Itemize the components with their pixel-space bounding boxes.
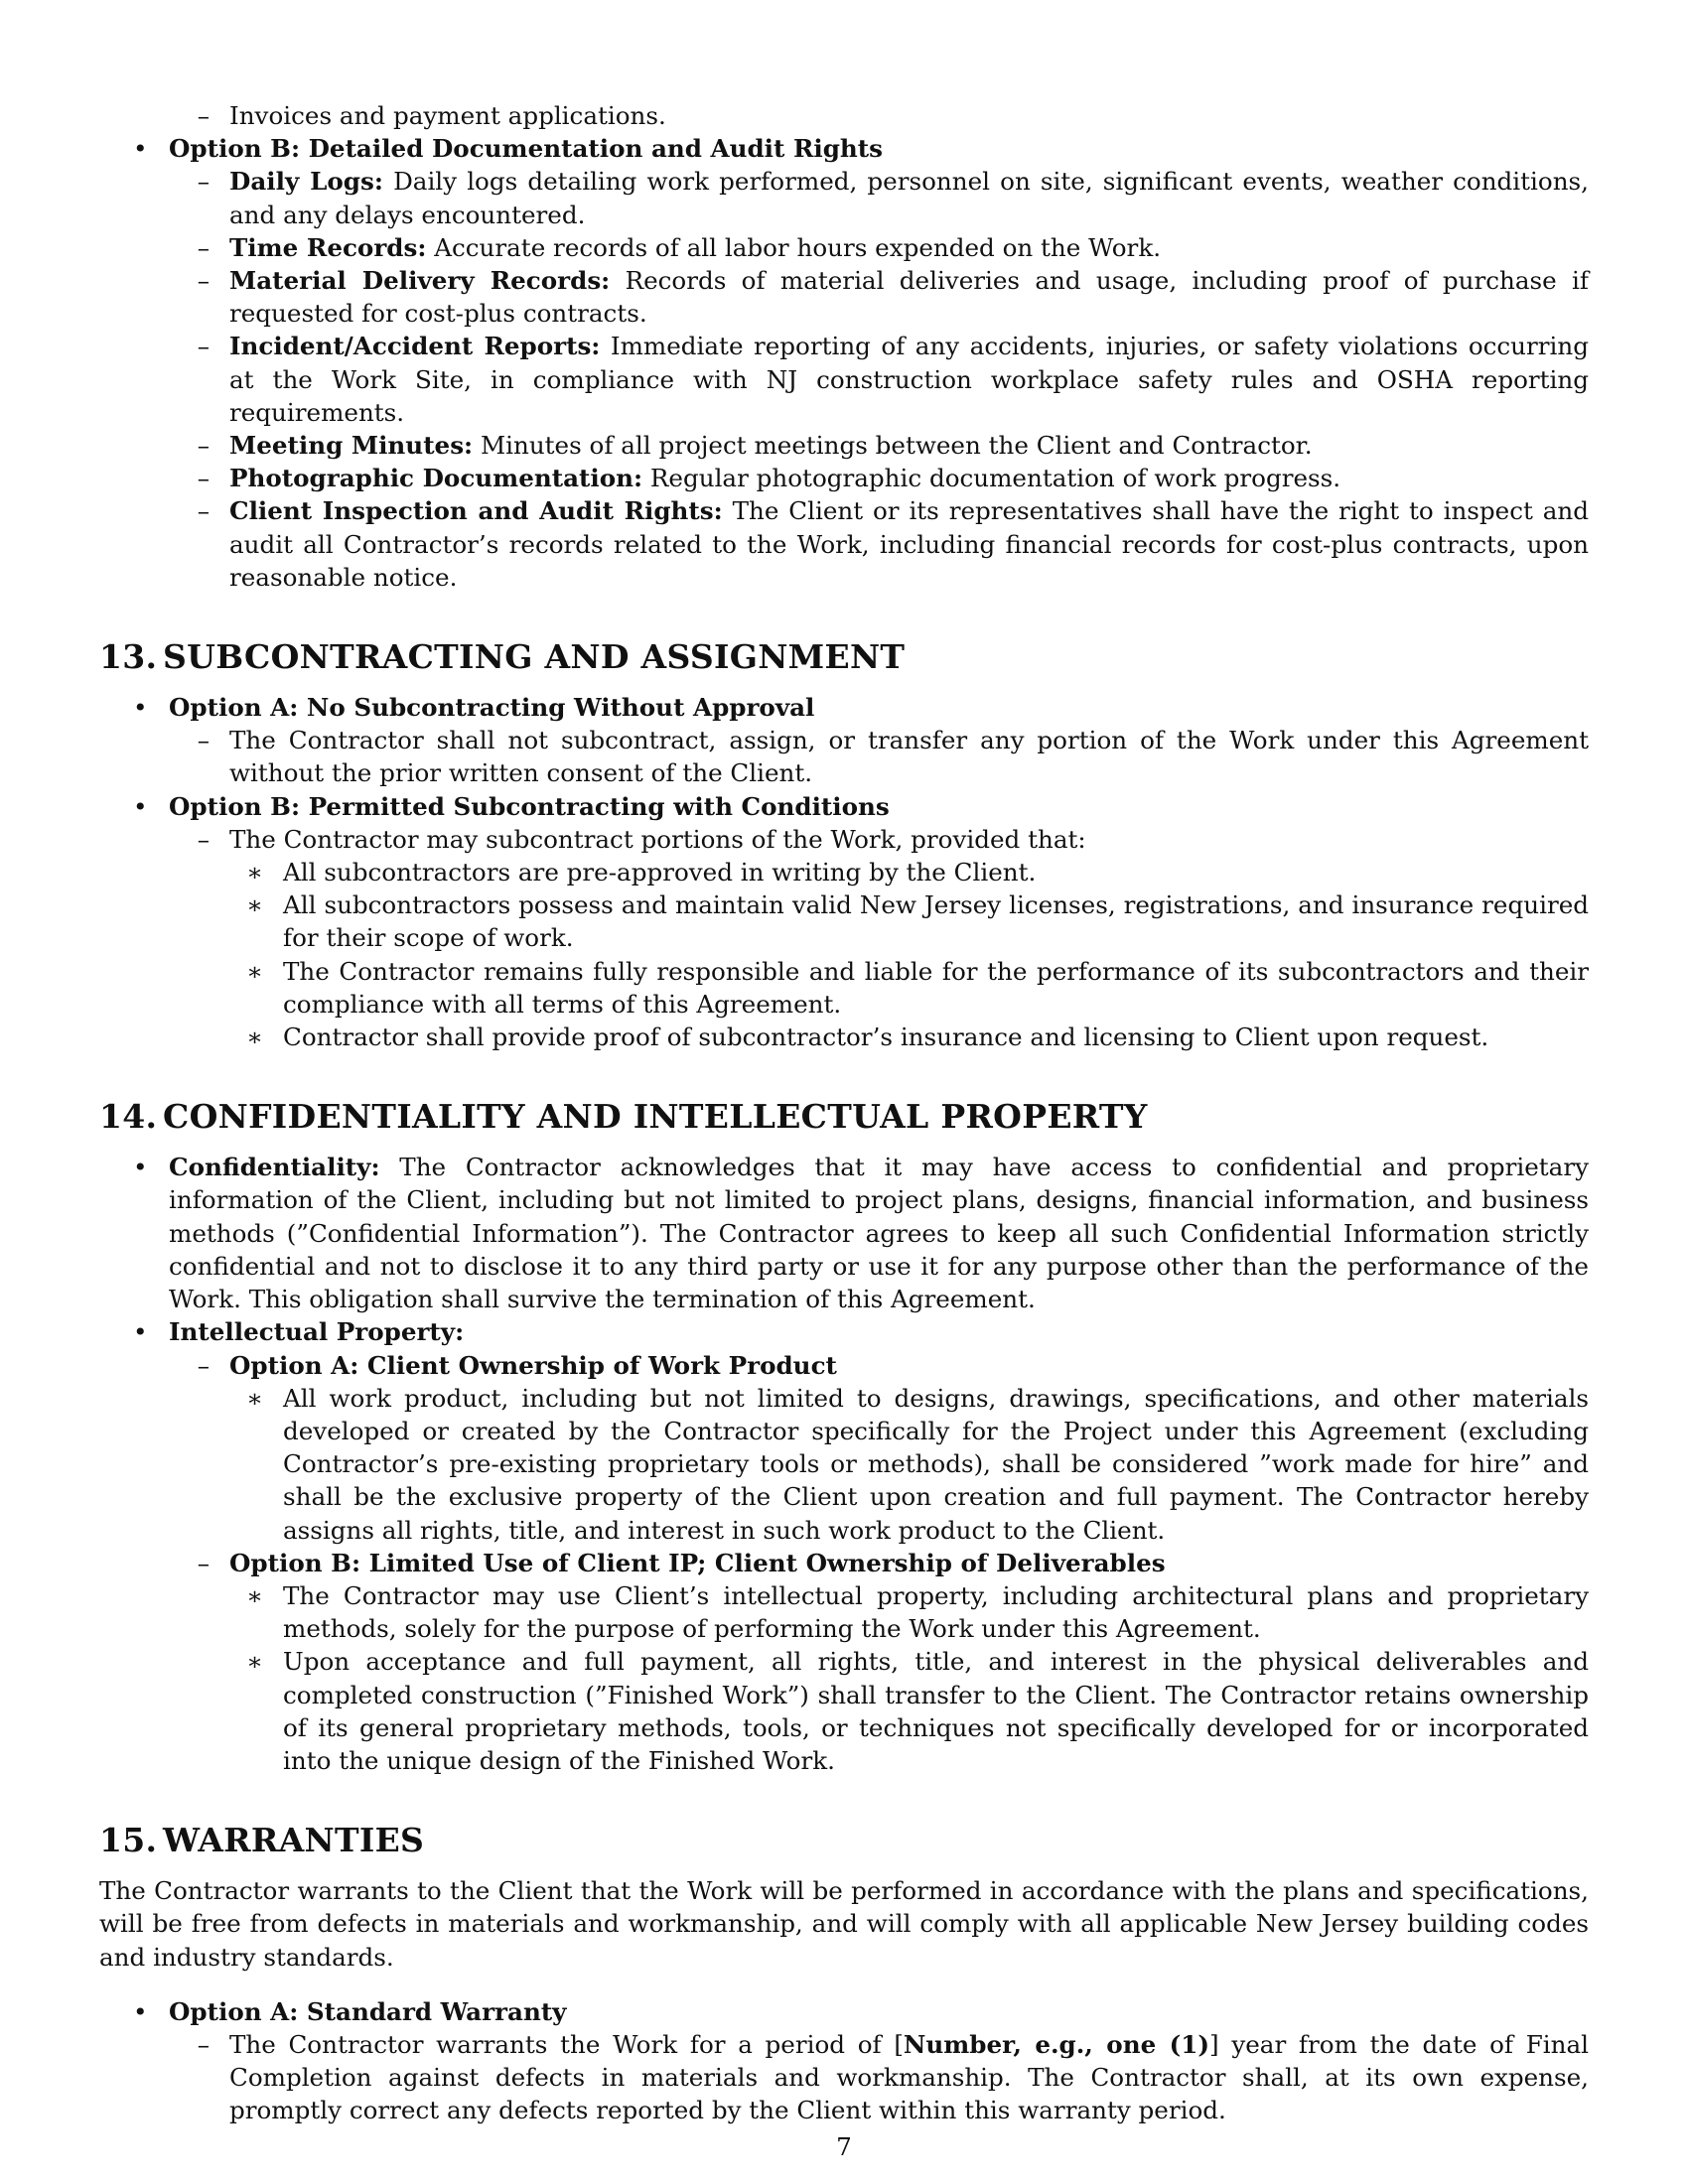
sec15-list [99,1995,1589,2127]
option-title: Option A: Standard Warranty [169,1996,567,2026]
ip-option-b: – Option B: Limited Use of Client IP; Client Ownership of Deliverables ∗ The Contractor may use Client’s intellectual property, including architectural plans and proprietary methods, solely for the purpose of performing the Work under this Agreement. ∗ Upon acceptance and full payment, all rights, title, and interest in the physical deliverables and completed construction (”Finished Work”) shall transfer to the Client. The Contractor retains ownership of its general proprietary methods, tools, or techniques not specifically developed for or incorporated into the unique design of the Finished Work. [169,1547,1589,1777]
intellectual-property-item: • Intellectual Property: – Option A: Client Ownership of Work Product ∗ All work product, including but not limited to designs, drawings, specifications, and other materials developed or created by the Contractor specifically for the Project under this Agreement (excluding Contractor’s pre-existing proprietary tools or methods), shall be considered ”work made for hire” and shall be the exclusive property of the Client upon creation and full payment. The Contractor hereby assigns all rights, title, and interest in such work product to the Client. – Option B: Limited Use of Client IP; Client Ownership of Deliverables ∗ The Contractor may use Client’s intellectual property, including architectural plans and proprietary methods, solely for the purpose of performing the Work under this Agreement. ∗ Upon acceptance and full payment, all rights, title, and interest in the physical deliverables and completed construction (”Finished Work”) shall transfer to the Client. The Contractor retains ownership of its general proprietary methods, tools, or techniques not specifically developed for or incorporated into the unique design of the Finished Work. [99,1315,1589,1777]
warranty-option-a [99,1995,1589,2127]
list-item: – Meeting Minutes: Minutes of all project meetings between the Client and Contractor. [169,429,1589,462]
warranty-intro: The Contractor warrants to the Client that the Work will be performed in accordance with the plans and specifications, will be free from defects in materials and workmanship, and will comply with all applicable New Jersey building codes and industry standards. [99,1876,1589,1972]
option-title: Option B: Permitted Subcontracting with Conditions [169,791,890,821]
list-item: – Incident/Accident Reports: Immediate reporting of any accidents, injuries, or safety violations occurring at the Work Site, in compliance with NJ construction workplace safety rules and OSHA reporting requirements. [169,330,1589,429]
continuation-list [99,99,1589,132]
option-title: Option A: No Subcontracting Without Approval [169,693,815,723]
sec14-list [99,1151,1589,1777]
list-item: – Daily Logs: Daily logs detailing work performed, personnel on site, significant events, weather conditions, and any delays encountered. [169,165,1589,230]
condition-item: ∗ The Contractor remains fully responsible and liable for the performance of its subcontractors and their compliance with all terms of this Agreement. [229,955,1589,1021]
sec13-option-b [99,790,1589,1054]
list-item: – Photographic Documentation: Regular photographic documentation of work progress. [169,462,1589,494]
ip-option-a: – Option A: Client Ownership of Work Product ∗ All work product, including but not limited to designs, drawings, specifications, and other materials developed or created by the Contractor specifically for the Project under this Agreement (excluding Contractor’s pre-existing proprietary tools or methods), shall be considered ”work made for hire” and shall be the exclusive property of the Client upon creation and full payment. The Contractor hereby assigns all rights, title, and interest in such work product to the Client. [169,1349,1589,1547]
condition-item: ∗ All subcontractors are pre-approved in writing by the Client. [229,856,1589,888]
conditions-list [229,856,1589,1053]
sec13-option-a [99,691,1589,790]
page-number: 7 [836,2132,852,2161]
list-item: ∗ The Contractor may use Client’s intellectual property, including architectural plans and proprietary methods, solely for the purpose of performing the Work under this Agreement. [229,1579,1589,1645]
list-item: – Material Delivery Records: Records of material deliveries and usage, including proof of purchase if requested for cost-plus contracts. [169,264,1589,330]
condition-item: ∗ Contractor shall provide proof of subcontractor’s insurance and licensing to Client upon request. [229,1021,1589,1053]
option-title: Option B: Detailed Documentation and Audit Rights [169,134,884,164]
section-heading-13: 13. SUBCONTRACTING AND ASSIGNMENT [99,637,906,677]
sec13-option-list [99,691,1589,1053]
list-item: – Time Records: Accurate records of all labor hours expended on the Work. [169,231,1589,264]
sec12-option-list [99,132,1589,594]
confidentiality-item: • Confidentiality: The Contractor acknowledges that it may have access to confidential and proprietary information of the Client, including but not limited to project plans, designs, financial information, and business methods (”Confidential Information”). The Contractor agrees to keep all such Confidential Information strictly confidential and not to disclose it to any third party or use it for any purpose other than the performance of the Work. This obligation shall survive the termination of this Agreement. [99,1151,1589,1315]
list-item: – The Contractor warrants the Work for a period of [Number, e.g., one (1)] year from the date of Final Completion against defects in materials and workmanship. The Contractor shall, at its own expense, promptly correct any defects reported by the Client within this warranty period. [169,2028,1589,2127]
sec12-option-b [99,132,1589,594]
list-item: ∗ All work product, including but not limited to designs, drawings, specifications, and other materials developed or created by the Contractor specifically for the Project under this Agreement (excluding Contractor’s pre-existing proprietary tools or methods), shall be considered ”work made for hire” and shall be the exclusive property of the Client upon creation and full payment. The Contractor hereby assigns all rights, title, and interest in such work product to the Client. [229,1382,1589,1547]
list-item: ∗ Upon acceptance and full payment, all rights, title, and interest in the physical deliverables and completed construction (”Finished Work”) shall transfer to the Client. The Contractor retains ownership of its general proprietary methods, tools, or techniques not specifically developed for or incorporated into the unique design of the Finished Work. [229,1645,1589,1777]
option-b-items [169,165,1589,594]
section-heading-15: 15. WARRANTIES [99,1821,425,1860]
condition-item: ∗ All subcontractors possess and maintain valid New Jersey licenses, registrations, and insurance required for their scope of work. [229,888,1589,954]
list-item: – The Contractor shall not subcontract, assign, or transfer any portion of the Work under this Agreement without the prior written consent of the Client. [169,724,1589,789]
section-heading-14: 14. CONFIDENTIALITY AND INTELLECTUAL PROPERTY [99,1097,1148,1137]
list-item: – Client Inspection and Audit Rights: The Client or its representatives shall have the right to inspect and audit all Contractor’s records related to the Work, including financial records for cost-plus contracts, upon reasonable notice. [169,494,1589,594]
document-page [99,99,1589,2127]
list-item: – Invoices and payment applications. [169,99,1589,132]
list-item: – The Contractor may subcontract portions of the Work, provided that: ∗ All subcontractors are pre-approved in writing by the Client. ∗ All subcontractors possess and maintain valid New Jersey licenses, registrations, and insurance required for their scope of work. ∗ The Contractor remains fully responsible and liable for the performance of its subcontractors and their compliance with all terms of this Agreement. ∗ Contractor shall provide proof of subcontractor’s insurance and licensing to Client upon request. [169,823,1589,1053]
